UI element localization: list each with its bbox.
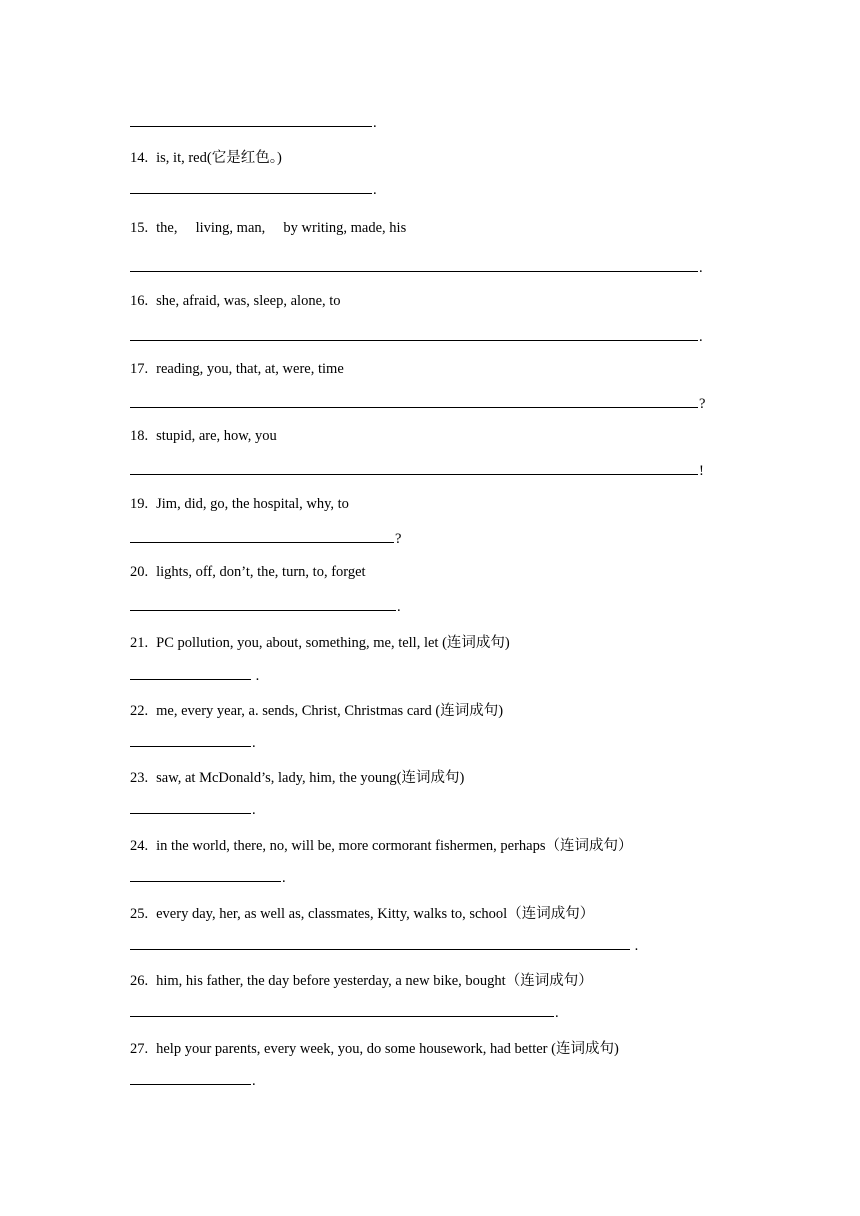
question-15 [130,220,406,237]
answer-blank[interactable] [130,462,698,475]
question-prompt: me, every year, a. sends, Christ, Christmas card (连词成句) [156,703,504,719]
question-number: 24. [130,838,149,854]
answer-line-19[interactable] [130,530,401,548]
answer-end-punct: . [373,115,377,131]
answer-line-13[interactable] [130,114,377,132]
question-prompt: lights, off, don’t, the, turn, to, forget [156,564,366,580]
answer-blank[interactable] [130,114,372,127]
answer-blank[interactable] [130,328,698,341]
answer-blank[interactable] [130,1072,251,1085]
answer-blank[interactable] [130,801,251,814]
question-number: 25. [130,906,149,922]
question-prompt: him, his father, the day before yesterday, a new bike, bought（连词成句） [156,973,593,989]
question-prompt: she, afraid, was, sleep, alone, to [156,293,341,309]
question-number: 20. [130,564,149,580]
question-22 [130,699,503,720]
answer-blank[interactable] [130,181,372,194]
question-21 [130,631,510,652]
answer-end-punct: . [373,182,377,198]
question-number: 18. [130,428,149,444]
answer-line-20[interactable] [130,598,401,616]
question-27 [130,1037,619,1058]
answer-end-punct: . [252,735,256,751]
answer-blank[interactable] [130,734,251,747]
question-14 [130,146,282,167]
question-19 [130,496,349,513]
question-prompt: stupid, are, how, you [156,428,277,444]
answer-line-21[interactable] [130,667,259,685]
question-prompt: is, it, red(它是红色。) [156,150,282,166]
answer-end-punct: . [397,599,401,615]
question-prompt: help your parents, every week, you, do some housework, had better (连词成句) [156,1041,619,1057]
question-prompt: the, living, man, by writing, made, his [156,220,407,236]
question-20 [130,564,366,581]
answer-end-punct: . [699,329,703,345]
question-number: 26. [130,973,149,989]
question-prompt: PC pollution, you, about, something, me, tell, let (连词成句) [156,635,510,651]
answer-blank[interactable] [130,937,630,950]
answer-end-punct: . [252,668,260,684]
question-number: 27. [130,1041,149,1057]
answer-end-punct: ? [395,531,402,547]
answer-blank[interactable] [130,259,698,272]
answer-line-18[interactable] [130,462,704,480]
answer-blank[interactable] [130,598,396,611]
answer-blank[interactable] [130,1004,554,1017]
question-prompt: Jim, did, go, the hospital, why, to [156,496,349,512]
answer-end-punct: . [555,1005,559,1021]
answer-line-24[interactable] [130,869,286,887]
answer-end-punct: . [252,1073,256,1089]
question-prompt: every day, her, as well as, classmates, Kitty, walks to, school（连词成句） [156,906,595,922]
answer-blank[interactable] [130,667,251,680]
answer-blank[interactable] [130,530,394,543]
question-number: 16. [130,293,149,309]
question-23 [130,766,464,787]
question-number: 21. [130,635,149,651]
question-prompt: saw, at McDonald’s, lady, him, the young(连词成句) [156,770,465,786]
question-number: 15. [130,220,149,236]
question-17 [130,361,344,378]
answer-end-punct: . [699,260,703,276]
question-number: 22. [130,703,149,719]
answer-end-punct: . [282,870,286,886]
question-prompt: reading, you, that, at, were, time [156,361,344,377]
question-26 [130,969,593,990]
answer-blank[interactable] [130,869,281,882]
question-number: 17. [130,361,149,377]
question-16 [130,293,341,310]
answer-blank[interactable] [130,395,698,408]
answer-end-punct: ! [699,463,704,479]
answer-line-23[interactable] [130,801,256,819]
answer-line-25[interactable] [130,937,638,955]
answer-line-17[interactable] [130,395,705,413]
question-prompt: in the world, there, no, will be, more cormorant fishermen, perhaps（连词成句） [156,838,633,854]
answer-line-27[interactable] [130,1072,256,1090]
question-25 [130,902,594,923]
question-24 [130,834,633,855]
answer-line-26[interactable] [130,1004,559,1022]
answer-line-14[interactable] [130,181,377,199]
question-number: 23. [130,770,149,786]
answer-end-punct: ? [699,396,706,412]
question-number: 14. [130,150,149,166]
answer-end-punct: . [631,938,639,954]
answer-line-22[interactable] [130,734,256,752]
answer-end-punct: . [252,802,256,818]
question-number: 19. [130,496,149,512]
answer-line-15[interactable] [130,259,703,277]
answer-line-16[interactable] [130,328,703,346]
question-18 [130,428,277,445]
